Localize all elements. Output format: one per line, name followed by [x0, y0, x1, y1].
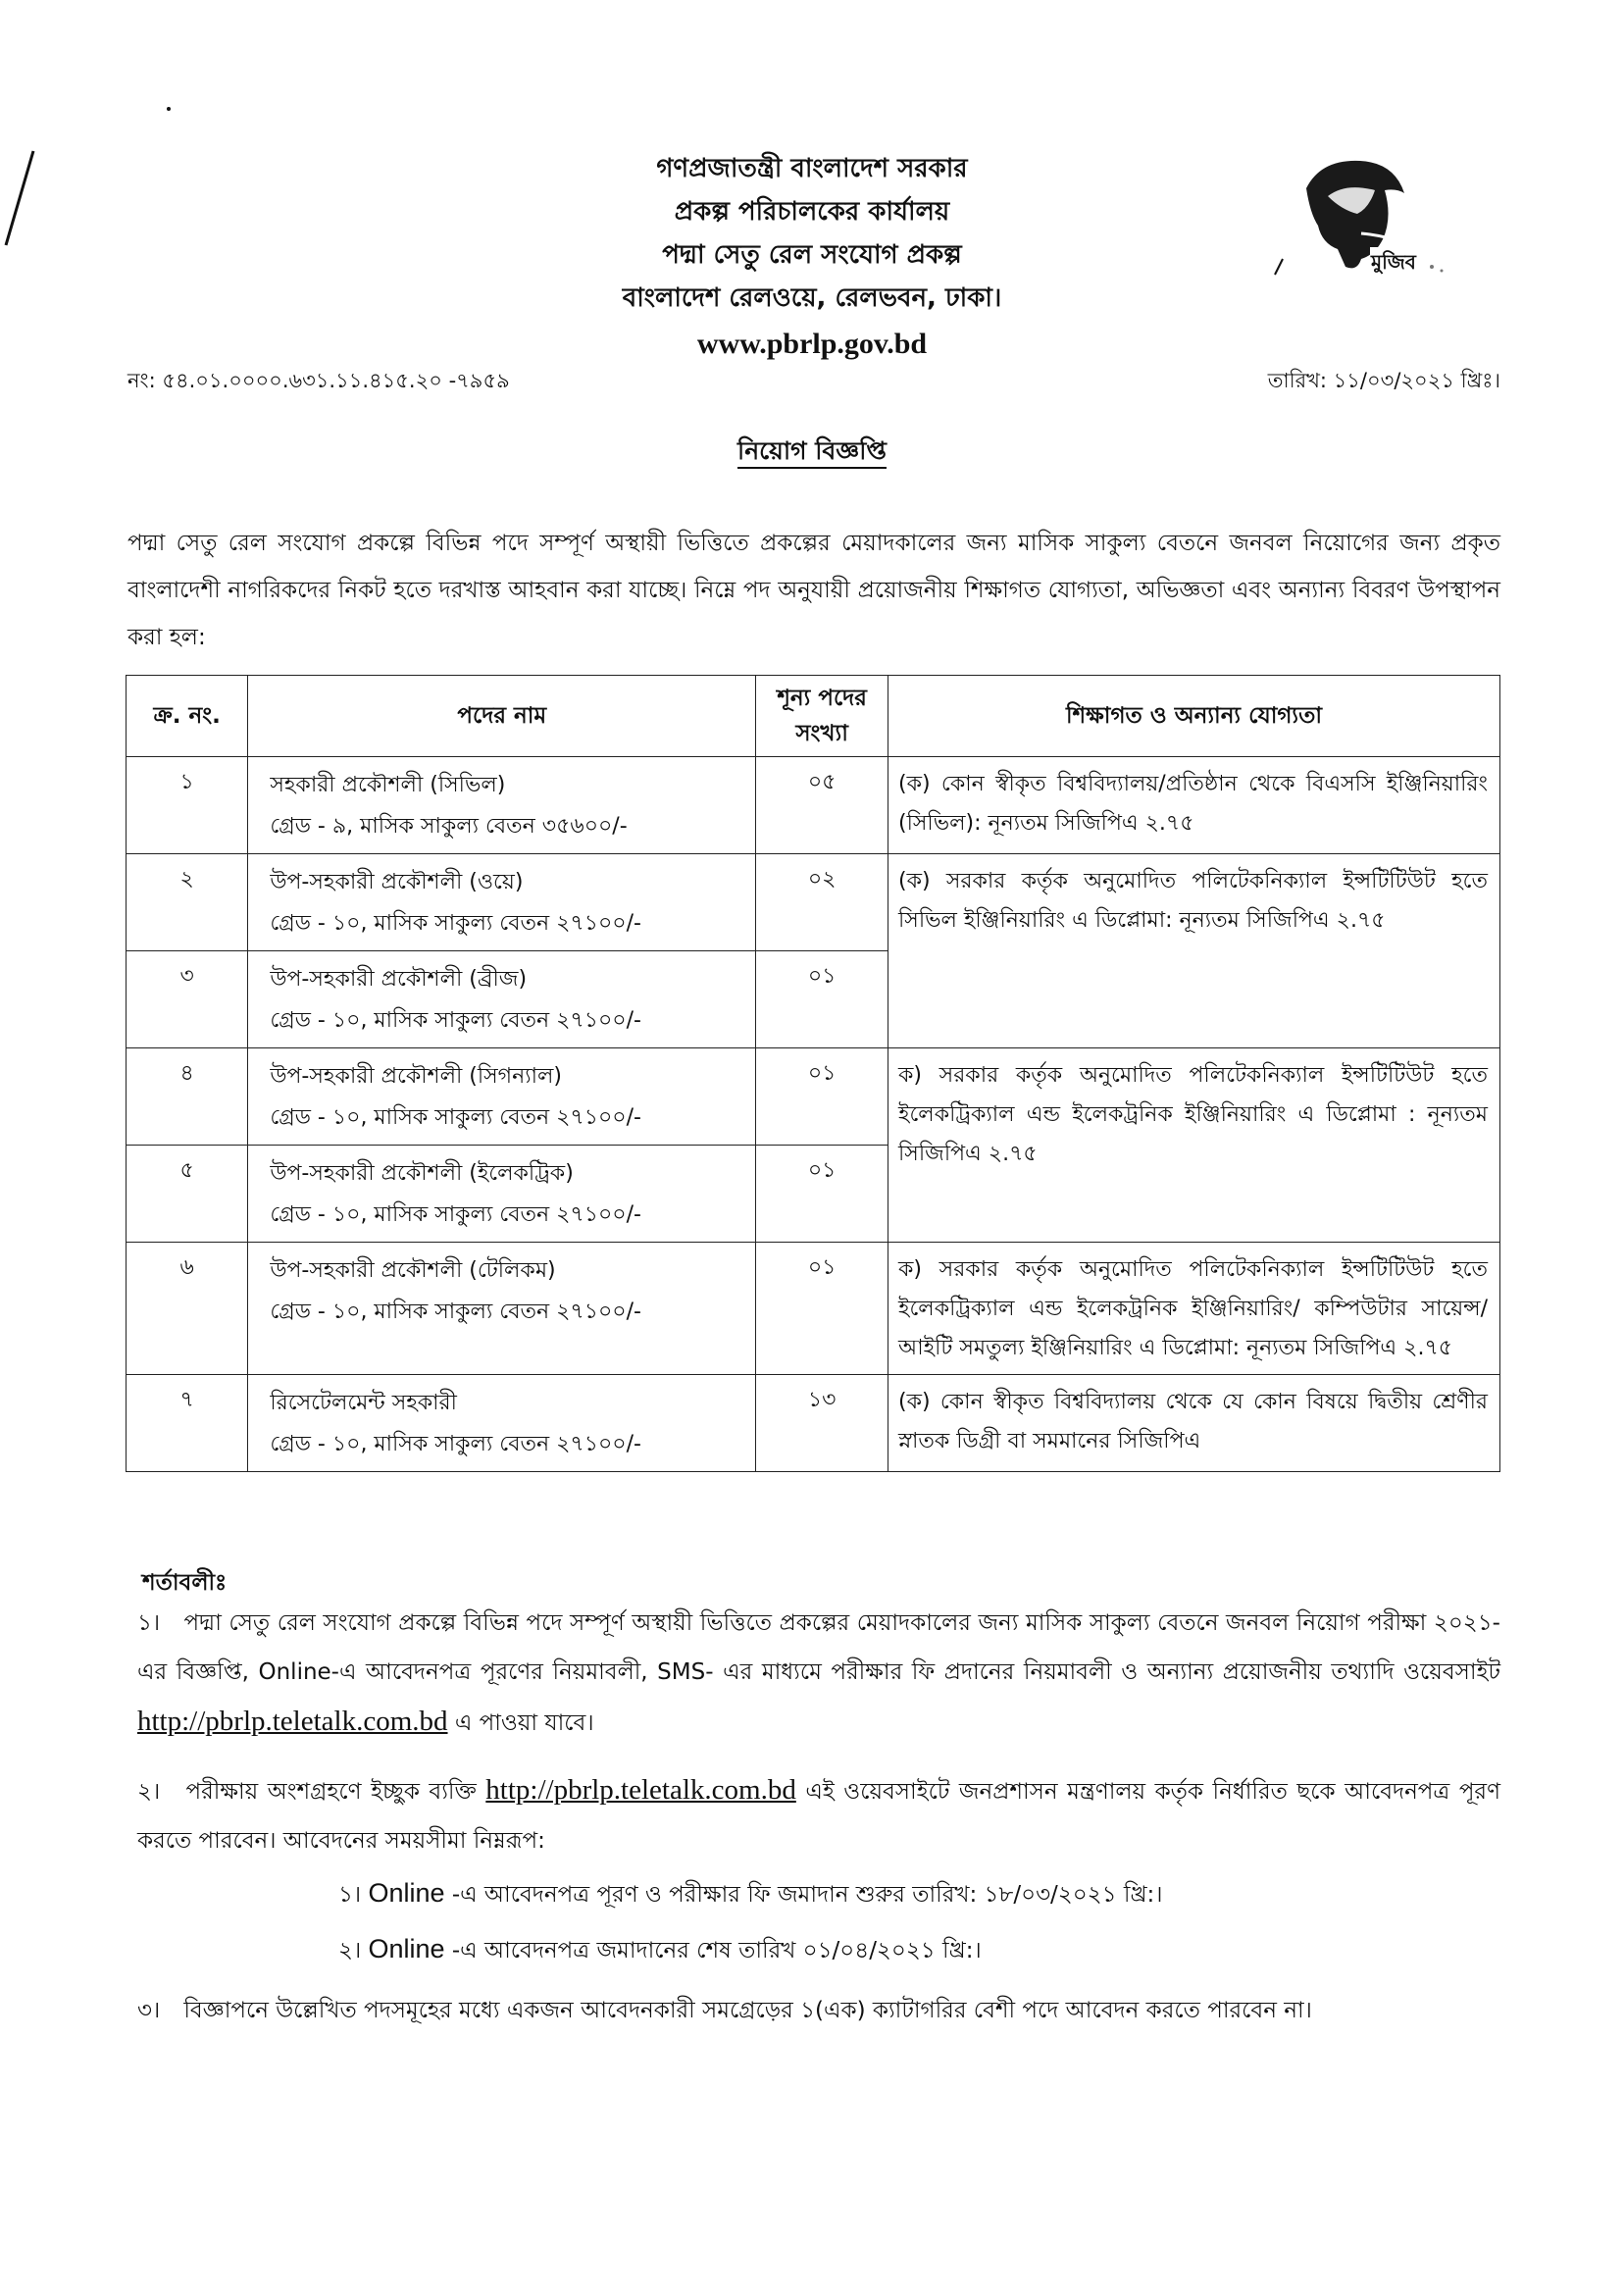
intro-paragraph: পদ্মা সেতু রেল সংযোগ প্রকল্পে বিভিন্ন পদে সম্পূর্ণ অস্থায়ী ভিত্তিতে প্রকল্পের মেয়াদকালের জন্য মাসিক সাকুল্য বেতনে জনবল নিয়োগের জন্য প্রকৃত বাংলাদেশী নাগরিকদের নিকট হতে দরখাস্ত আহবান করা যাচ্ছে। নিম্নে পদ অনুযায়ী প্রয়োজনীয় শিক্ষাগত যোগ্যতা, অভিজ্ঞতা এবং অন্যান্য বিবরণ উপস্থাপন করা হল: [127, 531, 1500, 650]
table-row [127, 757, 1500, 854]
condition-text: বিজ্ঞাপনে উল্লেখিত পদসমূহের মধ্যে একজন আবেদনকারী সমগ্রেড়ের ১(এক) ক্যাটাগরির বেশী পদে আবেদন করতে পারবেন না। [183, 1998, 1312, 2023]
post-cell: উপ-সহকারী প্রকৌশলী (ইলেকট্রিক) গ্রেড - ১০, মাসিক সাকুল্য বেতন ২৭১০০/- [248, 1146, 756, 1243]
serial-cell: ৭ [127, 1375, 248, 1472]
post-cell: উপ-সহকারী প্রকৌশলী (সিগন্যাল) গ্রেড - ১০, মাসিক সাকুল্য বেতন ২৭১০০/- [248, 1048, 756, 1146]
post-cell: উপ-সহকারী প্রকৌশলী (টেলিকম) গ্রেড - ১০, মাসিক সাকুল্য বেতন ২৭১০০/- [248, 1243, 756, 1375]
condition-number: ২। [137, 1779, 161, 1805]
teletalk-link[interactable]: http://pbrlp.teletalk.com.bd [485, 1774, 796, 1806]
condition-text: পরীক্ষায় অংশগ্রহণে ইচ্ছুক ব্যক্তি [185, 1779, 477, 1805]
post-cell: সহকারী প্রকৌশলী (সিভিল) গ্রেড - ৯, মাসিক সাকুল্য বেতন ৩৫৬০০/- [248, 757, 756, 854]
project-name: পদ্মা সেতু রেল সংযোগ প্রকল্প [662, 240, 962, 270]
post-cell: রিসেটেলমেন্ট সহকারী গ্রেড - ১০, মাসিক সাকুল্য বেতন ২৭১০০/- [248, 1375, 756, 1472]
condition-text: এই ওয়েবসাইটে জনপ্রশাসন মন্ত্রণালয় কর্তৃক নির্ধারিত ছকে আবেদনপত্র পূরণ করতে পারবেন। আবেদনের সময়সীমা নিম্নরূপ: [137, 1779, 1500, 1854]
memo-line [127, 365, 1500, 404]
serial-cell: ৫ [127, 1146, 248, 1243]
mujib-logo [1267, 149, 1453, 286]
post-cell: উপ-সহকারী প্রকৌশলী (ওয়ে) গ্রেড - ১০, মাসিক সাকুল্য বেতন ২৭১০০/- [248, 854, 756, 951]
teletalk-link[interactable]: http://pbrlp.teletalk.com.bd [137, 1706, 448, 1737]
office-address: বাংলাদেশ রেলওয়ে, রেলভবন, ঢাকা। [622, 283, 1002, 313]
header-qualification: শিক্ষাগত ও অন্যান্য যোগ্যতা [888, 676, 1500, 757]
table-row [127, 1243, 1500, 1375]
scan-dot-mark [165, 104, 173, 114]
condition-2 [137, 1765, 1500, 1865]
qualification-cell: ক) সরকার কর্তৃক অনুমোদিত পলিটেকনিক্যাল ইন্সটিটিউট হতে ইলেকট্রিক্যাল এন্ড ইলেকট্রনিক ইঞ্জিনিয়ারিং এ ডিপ্লোমা : নূন্যতম সিজিপিএ ২.৭৫ [888, 1048, 1500, 1243]
qualification-cell: (ক) কোন স্বীকৃত বিশ্ববিদ্যালয় থেকে যে কোন বিষয়ে দ্বিতীয় শ্রেণীর স্নাতক ডিগ্রী বা সমমানের সিজিপিএ [888, 1375, 1500, 1472]
website-url: www.pbrlp.gov.bd [696, 328, 928, 360]
qualification-cell: ক) সরকার কর্তৃক অনুমোদিত পলিটেকনিক্যাল ইন্সটিটিউট হতে ইলেকট্রিক্যাল এন্ড ইলেকট্রনিক ইঞ্জিনিয়ারিং/ কম্পিউটার সায়েন্স/ আইটি সমতুল্য ইঞ্জিনিয়ারিং এ ডিপ্লোমা: নূন্যতম সিজিপিএ ২.৭৫ [888, 1243, 1500, 1375]
condition-number: ১। [137, 1610, 161, 1636]
count-cell: ০২ [756, 854, 888, 951]
qualification-cell: (ক) সরকার কর্তৃক অনুমোদিত পলিটেকনিক্যাল ইন্সটিটিউট হতে সিভিল ইঞ্জিনিয়ারিং এ ডিপ্লোমা: নূন্যতম সিজিপিএ ২.৭৫ [888, 854, 1500, 1048]
vacancy-table [126, 675, 1500, 1472]
table-row [127, 1048, 1500, 1146]
condition-text: পদ্মা সেতু রেল সংযোগ প্রকল্পে বিভিন্ন পদে সম্পূর্ণ অস্থায়ী ভিত্তিতে প্রকল্পের মেয়াদকালের জন্য মাসিক সাকুল্য বেতনে জনবল নিয়োগ পরীক্ষা ২০২১-এর বিজ্ঞপ্তি, Online-এ আবেদনপত্র পূরণের নিয়মাবলী, SMS- এর মাধ্যমে পরীক্ষার ফি প্রদানের নিয়মাবলী ও অন্যান্য প্রয়োজনীয় তথ্যাদি ওয়েবসাইট [137, 1610, 1500, 1685]
condition-1 [137, 1599, 1500, 1748]
schedule-item-1: ১। Online -এ আবেদনপত্র পূরণ ও পরীক্ষার ফি জমাদান শুরুর তারিখ: ১৮/০৩/২০২১ খ্রি:। [338, 1878, 1163, 1908]
count-cell: ০১ [756, 1146, 888, 1243]
condition-number: ৩। [137, 1998, 161, 2023]
serial-cell: ২ [127, 854, 248, 951]
table-row [127, 1375, 1500, 1472]
serial-cell: ৬ [127, 1243, 248, 1375]
memo-date: তারিখ: ১১/০৩/২০২১ খ্রিঃ। [1267, 369, 1500, 392]
count-cell: ০১ [756, 951, 888, 1048]
conditions-title: শর্তাবলীঃ [142, 1570, 228, 1596]
office-name: প্রকল্প পরিচালকের কার্যালয় [674, 197, 950, 227]
serial-cell: ১ [127, 757, 248, 854]
memo-number: নং: ৫৪.০১.০০০০.৬৩১.১১.৪১৫.২০ -৭৯৫৯ [127, 369, 510, 392]
header-vacancy-count: শূন্য পদের সংখ্যা [756, 676, 888, 757]
table-header-row [127, 676, 1500, 757]
notice-title: নিয়োগ বিজ্ঞপ্তি [0, 432, 1624, 474]
serial-cell: ৪ [127, 1048, 248, 1146]
header-serial: ক্র. নং. [127, 676, 248, 757]
condition-3 [137, 1986, 1500, 2035]
schedule-item-2: ২। Online -এ আবেদনপত্র জমাদানের শেষ তারিখ ০১/০৪/২০২১ খ্রি:। [338, 1934, 982, 1963]
count-cell: ০১ [756, 1243, 888, 1375]
serial-cell: ৩ [127, 951, 248, 1048]
condition-text: এ পাওয়া যাবে। [454, 1710, 594, 1736]
govt-name: গণপ্রজাতন্ত্রী বাংলাদেশ সরকার [656, 154, 968, 183]
table-row [127, 854, 1500, 951]
qualification-cell: (ক) কোন স্বীকৃত বিশ্ববিদ্যালয়/প্রতিষ্ঠান থেকে বিএসসি ইঞ্জিনিয়ারিং (সিভিল): নূন্যতম সিজিপিএ ২.৭৫ [888, 757, 1500, 854]
count-cell: ১৩ [756, 1375, 888, 1472]
post-cell: উপ-সহকারী প্রকৌশলী (ব্রীজ) গ্রেড - ১০, মাসিক সাকুল্য বেতন ২৭১০০/- [248, 951, 756, 1048]
count-cell: ০৫ [756, 757, 888, 854]
header-post-name: পদের নাম [248, 676, 756, 757]
svg-text:মুজিব: মুজিব [1371, 250, 1416, 274]
count-cell: ০১ [756, 1048, 888, 1146]
